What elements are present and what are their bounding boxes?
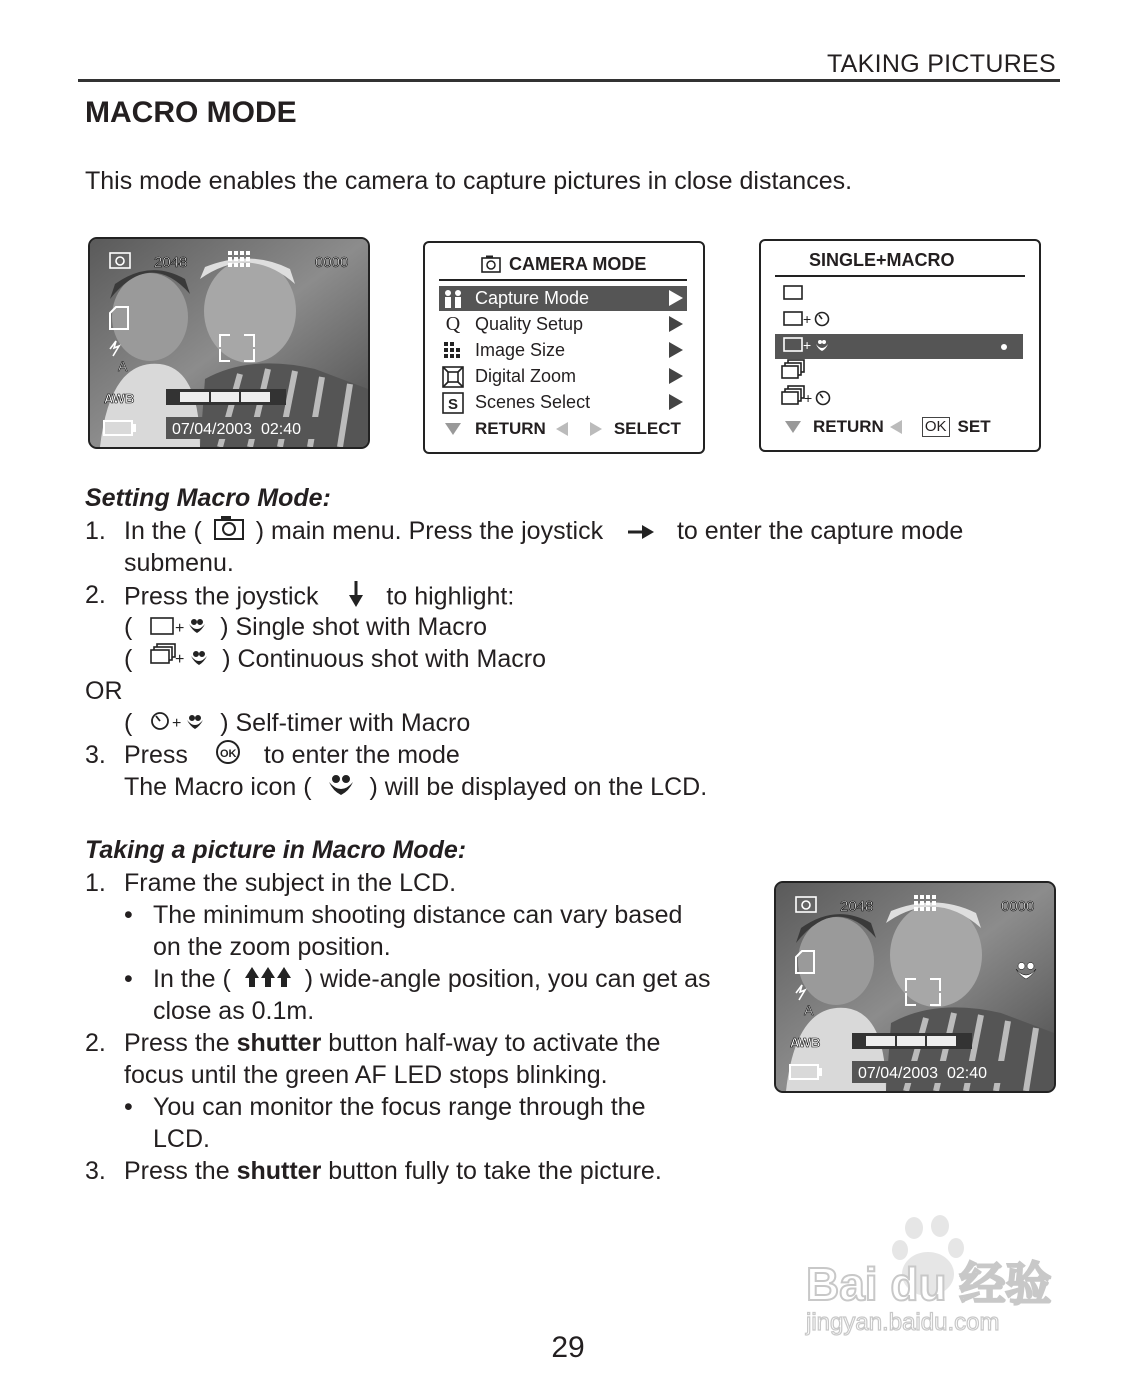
- return-label: RETURN: [813, 417, 884, 436]
- take-step-3-text-b: button fully to take the picture.: [328, 1157, 662, 1185]
- wb-mode: AWB: [104, 391, 135, 406]
- submenu-item-continuous-shot[interactable]: [775, 360, 1023, 385]
- single-macro-icon: [149, 612, 211, 644]
- step-1-text-c: to enter the capture mode: [676, 517, 964, 545]
- wide-angle-icon: [244, 964, 292, 996]
- take-step-2-line-a: [124, 1027, 660, 1059]
- menu-item-quality-setup[interactable]: [439, 312, 687, 337]
- continuous-shot-icon: [781, 359, 807, 386]
- menu-item-digital-zoom[interactable]: [439, 364, 687, 389]
- lcd-photo-2: [776, 883, 1054, 1091]
- or-label: OR: [85, 677, 123, 705]
- setting-heading: Setting Macro Mode:: [85, 484, 331, 512]
- menu-title: CAMERA MODE: [509, 254, 647, 274]
- take-step-3-number: 3.: [85, 1157, 106, 1185]
- self-timer-macro-icon: [149, 707, 211, 741]
- page-title: MACRO MODE: [85, 96, 297, 129]
- camera-mode-menu: [423, 241, 705, 454]
- step-1-text-d: submenu.: [124, 549, 234, 577]
- menu-item-scenes-select[interactable]: [439, 390, 687, 415]
- take-step-2-text-b: button half-way to activate the: [328, 1029, 661, 1057]
- quality-setup-icon: Q: [445, 313, 461, 335]
- taking-heading: Taking a picture in Macro Mode:: [85, 836, 467, 864]
- option-single-macro-label: ) Single shot with Macro: [220, 613, 488, 641]
- svg-text:+: +: [175, 651, 185, 669]
- grandfather-face: [204, 259, 296, 363]
- take-step-1-number: 1.: [85, 869, 106, 897]
- take-step-1-text: Frame the subject in the LCD.: [124, 869, 457, 897]
- wb-mode: AWB: [790, 1035, 821, 1050]
- take-step-3-line: [124, 1155, 662, 1187]
- flash-mode: A: [118, 358, 128, 374]
- submenu-arrow-icon: [669, 290, 683, 306]
- single-macro-icon: [783, 334, 835, 359]
- resolution-value: 2048: [840, 898, 874, 915]
- continuous-macro-icon: [149, 643, 213, 677]
- flash-mode: A: [804, 1002, 814, 1018]
- submenu-divider: [775, 275, 1025, 277]
- digital-zoom-icon: [441, 366, 465, 388]
- submenu-item-single-macro[interactable]: [775, 334, 1023, 359]
- open-paren: (: [124, 709, 133, 737]
- single-shot-icon: [783, 285, 805, 306]
- ok-button-icon: [215, 739, 241, 773]
- single-self-timer-icon: [783, 308, 835, 333]
- submenu-item-single-shot[interactable]: [775, 283, 1023, 308]
- set-label: SET: [957, 417, 991, 436]
- baidu-watermark: [804, 1214, 1064, 1349]
- joystick-right-icon: [626, 516, 656, 548]
- bullet-3-line-a: You can monitor the focus range through the: [153, 1093, 646, 1121]
- menu-item-label: Scenes Select: [475, 392, 591, 412]
- svg-text:+: +: [175, 620, 185, 637]
- camera-icon: [213, 515, 245, 549]
- macro-icon-note: [124, 771, 707, 804]
- submenu-arrow-icon: [669, 342, 683, 358]
- open-paren: (: [124, 613, 133, 641]
- bullet: •: [124, 1093, 133, 1121]
- menu-item-label: Quality Setup: [475, 314, 584, 334]
- image-size-icon: [441, 340, 465, 362]
- submenu-title: SINGLE+MACRO: [809, 250, 955, 270]
- menu-divider: [439, 279, 687, 281]
- header-rule: [78, 79, 1060, 82]
- take-step-3-text-a: Press the: [124, 1157, 230, 1185]
- watermark-brand: Bai du 经验: [806, 1258, 1052, 1310]
- step-3-text-d: ) will be displayed on the LCD.: [369, 773, 708, 801]
- submenu-footer: [785, 417, 991, 437]
- right-arrow-icon: [590, 422, 602, 436]
- capture-mode-submenu: [759, 239, 1041, 452]
- shot-counter: 0000: [315, 254, 349, 271]
- option-self-timer-macro: [124, 707, 470, 741]
- step-2-number: 2.: [85, 581, 106, 609]
- lcd-preview-macro: [774, 881, 1056, 1093]
- menu-item-label: Capture Mode: [475, 288, 590, 308]
- bullet: •: [124, 901, 133, 929]
- svg-text:S: S: [448, 395, 459, 413]
- down-arrow-icon: [785, 421, 801, 433]
- step-3-text-b: to enter the mode: [263, 741, 460, 769]
- menu-item-label: Digital Zoom: [475, 366, 577, 386]
- zoom-bar: [166, 389, 286, 405]
- take-step-2-text-a: Press the: [124, 1029, 230, 1057]
- svg-text:+: +: [804, 390, 813, 406]
- step-1-text-b: ) main menu. Press the joystick: [255, 517, 604, 545]
- scenes-icon: [441, 392, 465, 414]
- date-time: 07/04/2003 02:40: [172, 421, 302, 438]
- menu-item-capture-mode[interactable]: [439, 286, 687, 311]
- watermark-url: jingyan.baidu.com: [806, 1309, 1000, 1336]
- step-3-number: 3.: [85, 741, 106, 769]
- section-header: TAKING PICTURES: [826, 50, 1056, 78]
- macro-icon: [327, 772, 355, 804]
- bullet-2-line-b: close as 0.1m.: [153, 997, 315, 1025]
- bullet-2-text-b: ) wide-angle position, you can get as: [304, 965, 711, 993]
- resolution-value: 2048: [154, 254, 188, 271]
- shot-counter: 0000: [1001, 898, 1035, 915]
- zoom-bar: [852, 1033, 972, 1049]
- left-arrow-icon: [890, 420, 902, 434]
- bullet: •: [124, 965, 133, 993]
- take-step-2-line-b: focus until the green AF LED stops blinking.: [124, 1061, 608, 1089]
- step-1-line: [124, 515, 963, 549]
- svg-text:+: +: [803, 311, 812, 327]
- child-face: [112, 273, 188, 361]
- submenu-item-continuous-self-timer[interactable]: [775, 386, 1023, 411]
- shutter-term: shutter: [236, 1157, 322, 1185]
- step-3-line: [124, 739, 460, 773]
- bullet-3-line-b: LCD.: [153, 1125, 210, 1153]
- bullet-1-line-b: on the zoom position.: [153, 933, 391, 961]
- left-arrow-icon: [556, 422, 568, 436]
- child-face: [798, 917, 874, 1005]
- menu-item-label: Image Size: [475, 340, 566, 360]
- step-3-text-c: The Macro icon (: [124, 773, 312, 801]
- take-step-2-number: 2.: [85, 1029, 106, 1057]
- people-icon: [441, 288, 465, 310]
- lcd-preview-1: [88, 237, 370, 449]
- step-2-text-a: Press the joystick: [124, 582, 319, 611]
- bullet-2-text-a: In the (: [153, 965, 231, 993]
- date-time: 07/04/2003 02:40: [858, 1065, 988, 1082]
- step-1-text-a: In the (: [124, 517, 202, 545]
- svg-text:+: +: [803, 337, 812, 353]
- option-continuous-macro: [124, 643, 546, 677]
- intro-text: This mode enables the camera to capture pictures in close distances.: [85, 167, 853, 195]
- submenu-arrow-icon: [669, 368, 683, 384]
- step-2-text-b: to highlight:: [386, 582, 515, 611]
- menu-footer: [445, 419, 681, 439]
- submenu-arrow-icon: [669, 394, 683, 410]
- grandfather-face: [890, 903, 982, 1007]
- continuous-self-timer-icon: [781, 385, 837, 412]
- camera-icon: [481, 255, 501, 278]
- select-label: SELECT: [613, 419, 681, 438]
- ok-key-icon: OK: [922, 417, 950, 437]
- bullet-1-line-a: The minimum shooting distance can vary based: [153, 901, 683, 929]
- option-single-macro: [124, 611, 487, 644]
- bullet-2-line-a: [153, 963, 711, 996]
- menu-item-image-size[interactable]: [439, 338, 687, 363]
- submenu-arrow-icon: [669, 316, 683, 332]
- lcd-photo-1: [90, 239, 368, 447]
- option-continuous-macro-label: ) Continuous shot with Macro: [222, 645, 546, 673]
- step-1-number: 1.: [85, 517, 106, 545]
- down-arrow-icon: [445, 423, 461, 435]
- svg-text:+: +: [172, 715, 182, 733]
- option-self-timer-macro-label: ) Self-timer with Macro: [220, 709, 471, 737]
- svg-text:OK: OK: [219, 748, 237, 761]
- selected-dot: [1001, 344, 1007, 350]
- step-3-text-a: Press: [124, 741, 188, 769]
- page-number: 29: [551, 1331, 585, 1364]
- shutter-term: shutter: [236, 1029, 322, 1057]
- submenu-item-single-self-timer[interactable]: [775, 308, 1023, 333]
- return-label: RETURN: [475, 419, 546, 438]
- open-paren: (: [124, 645, 133, 673]
